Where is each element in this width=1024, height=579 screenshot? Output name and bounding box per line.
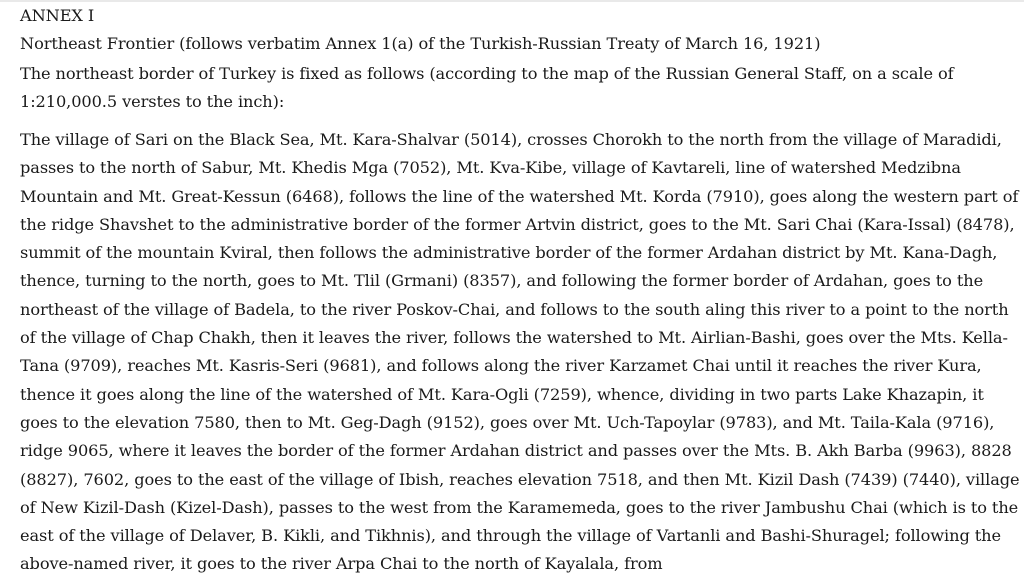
top-edge-divider	[0, 0, 1024, 2]
annex-subheading: Northeast Frontier (follows verbatim Annex 1(a) of the Turkish-Russian Treaty of March 16, 1921)	[20, 34, 821, 53]
annex-heading: ANNEX I	[20, 6, 95, 25]
intro-paragraph: The northeast border of Turkey is fixed as follows (according to the map of the Russian General Staff, on a scale of 1:210,000.5 verstes to the inch):	[20, 64, 954, 111]
border-description-paragraph: The village of Sari on the Black Sea, Mt. Kara-Shalvar (5014), crosses Chorokh to the north from the village of Maradidi, passes to the north of Sabur, Mt. Khedis Mga (7052), Mt. Kva-Kibe, village of Kavtareli, line of watershed Medzibna Mountain and Mt. Great-Kessun (6468), follows the line of the watershed Mt. Korda (7910), goes along the western part of the ridge Shavshet to the administrative border of the former Artvin district, goes to the Mt. Sari Chai (Kara-Issal) (8478), summit of the mountain Kviral, then follows the administrative border of the former Ardahan district by Mt. Kana-Dagh, thence, turning to the north, goes to Mt. Tlil (Grmani) (8357), and following the former border of Ardahan, goes to the northeast of the village of Badela, to the river Poskov-Chai, and follows to the south aling this river to a point to the north of the village of Chap Chakh, then it leaves the river, follows the watershed to Mt. Airlian-Bashi, goes over the Mts. Kella-Tana (9709), reaches Mt. Kasris-Seri (9681), and follows along the river Karzamet Chai until it reaches the river Kura, thence it goes along the line of the watershed of Mt. Kara-Ogli (7259), whence, dividing in two parts Lake Khazapin, it goes to the elevation 7580, then to Mt. Geg-Dagh (9152), goes over Mt. Uch-Tapoylar (9783), and Mt. Taila-Kala (9716), ridge 9065, where it leaves the border of the former Ardahan district and passes over the Mts. B. Akh Barba (9963), 8828 (8827), 7602, goes to the east of the village of Ibish, reaches elevation 7518, and then Mt. Kizil Dash (7439) (7440), village of New Kizil-Dash (Kizel-Dash), passes to the west from the Karamemeda, goes to the river Jambushu Chai (which is to the east of the village of Delaver, B. Kikli, and Tikhnis), and through the village of Vartanli and Bashi-Shuragel; following the above-named river, it goes to the river Arpa Chai to the north of Kayalala, from	[20, 130, 1020, 574]
document-body	[20, 4, 1020, 579]
